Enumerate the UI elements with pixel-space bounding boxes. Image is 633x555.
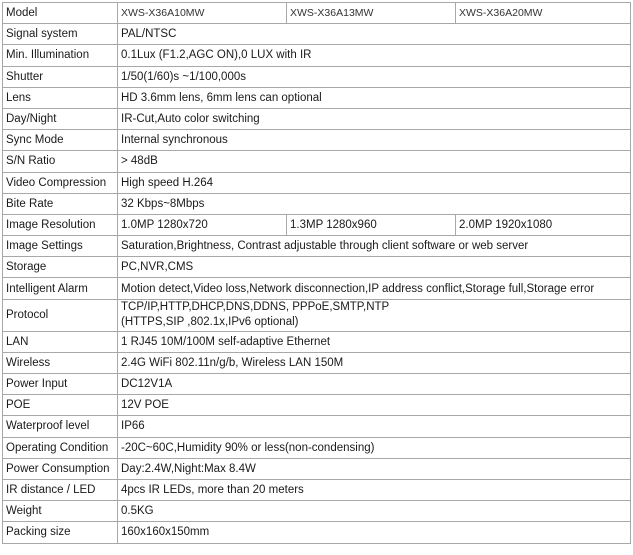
row-packing-size (3, 522, 631, 543)
row-power-consumption (3, 458, 631, 479)
value-bite-rate: 32 Kbps~8Mbps (118, 193, 631, 214)
row-shutter (3, 66, 631, 87)
row-ir-distance (3, 479, 631, 500)
label-lan: LAN (3, 331, 118, 352)
row-operating-condition (3, 437, 631, 458)
label-weight: Weight (3, 501, 118, 522)
label-min-illumination: Min. Illumination (3, 45, 118, 66)
label-sn-ratio: S/N Ratio (3, 151, 118, 172)
model-3: XWS-X36A20MW (456, 3, 631, 24)
label-image-settings: Image Settings (3, 236, 118, 257)
row-protocol (3, 299, 631, 331)
spec-table (2, 2, 631, 544)
value-operating-condition: -20C~60C,Humidity 90% or less(non-condensing) (118, 437, 631, 458)
model-1: XWS-X36A10MW (118, 3, 287, 24)
row-poe (3, 395, 631, 416)
label-lens: Lens (3, 87, 118, 108)
value-packing-size: 160x160x150mm (118, 522, 631, 543)
row-image-settings (3, 236, 631, 257)
value-lens: HD 3.6mm lens, 6mm lens can optional (118, 87, 631, 108)
value-video-compression: High speed H.264 (118, 172, 631, 193)
row-lan (3, 331, 631, 352)
row-image-resolution (3, 214, 631, 235)
label-ir-distance: IR distance / LED (3, 479, 118, 500)
row-model (3, 3, 631, 24)
row-wireless (3, 352, 631, 373)
value-storage: PC,NVR,CMS (118, 257, 631, 278)
label-wireless: Wireless (3, 352, 118, 373)
protocol-line-1: TCP/IP,HTTP,DHCP,DNS,DDNS, PPPoE,SMTP,NTP (121, 301, 390, 314)
value-intelligent-alarm: Motion detect,Video loss,Network disconnection,IP address conflict,Storage full,Storage error (118, 278, 631, 299)
label-image-resolution: Image Resolution (3, 214, 118, 235)
value-image-settings: Saturation,Brightness, Contrast adjustable through client software or web server (118, 236, 631, 257)
value-day-night: IR-Cut,Auto color switching (118, 108, 631, 129)
row-bite-rate (3, 193, 631, 214)
label-packing-size: Packing size (3, 522, 118, 543)
value-min-illumination: 0.1Lux (F1.2,AGC ON),0 LUX with IR (118, 45, 631, 66)
label-protocol: Protocol (3, 299, 118, 331)
value-power-input: DC12V1A (118, 374, 631, 395)
row-weight (3, 501, 631, 522)
row-intelligent-alarm (3, 278, 631, 299)
value-power-consumption: Day:2.4W,Night:Max 8.4W (118, 458, 631, 479)
label-power-consumption: Power Consumption (3, 458, 118, 479)
row-lens (3, 87, 631, 108)
row-min-illumination (3, 45, 631, 66)
value-wireless: 2.4G WiFi 802.11n/g/b, Wireless LAN 150M (118, 352, 631, 373)
label-operating-condition: Operating Condition (3, 437, 118, 458)
value-protocol (118, 299, 631, 331)
value-poe: 12V POE (118, 395, 631, 416)
label-poe: POE (3, 395, 118, 416)
row-video-compression (3, 172, 631, 193)
row-sn-ratio (3, 151, 631, 172)
value-shutter: 1/50(1/60)s ~1/100,000s (118, 66, 631, 87)
label-waterproof-level: Waterproof level (3, 416, 118, 437)
row-waterproof-level (3, 416, 631, 437)
value-image-resolution-1: 1.0MP 1280x720 (118, 214, 287, 235)
label-power-input: Power Input (3, 374, 118, 395)
value-sync-mode: Internal synchronous (118, 130, 631, 151)
model-2: XWS-X36A13MW (287, 3, 456, 24)
value-signal-system: PAL/NTSC (118, 24, 631, 45)
row-day-night (3, 108, 631, 129)
value-ir-distance: 4pcs IR LEDs, more than 20 meters (118, 479, 631, 500)
label-signal-system: Signal system (3, 24, 118, 45)
value-weight: 0.5KG (118, 501, 631, 522)
label-model: Model (3, 3, 118, 24)
row-sync-mode (3, 130, 631, 151)
label-shutter: Shutter (3, 66, 118, 87)
value-lan: 1 RJ45 10M/100M self-adaptive Ethernet (118, 331, 631, 352)
label-video-compression: Video Compression (3, 172, 118, 193)
value-image-resolution-3: 2.0MP 1920x1080 (456, 214, 631, 235)
label-sync-mode: Sync Mode (3, 130, 118, 151)
value-waterproof-level: IP66 (118, 416, 631, 437)
label-bite-rate: Bite Rate (3, 193, 118, 214)
value-image-resolution-2: 1.3MP 1280x960 (287, 214, 456, 235)
protocol-line-2: (HTTPS,SIP ,802.1x,IPv6 optional) (121, 316, 299, 329)
label-intelligent-alarm: Intelligent Alarm (3, 278, 118, 299)
row-signal-system (3, 24, 631, 45)
label-day-night: Day/Night (3, 108, 118, 129)
row-storage (3, 257, 631, 278)
value-sn-ratio: > 48dB (118, 151, 631, 172)
row-power-input (3, 374, 631, 395)
label-storage: Storage (3, 257, 118, 278)
